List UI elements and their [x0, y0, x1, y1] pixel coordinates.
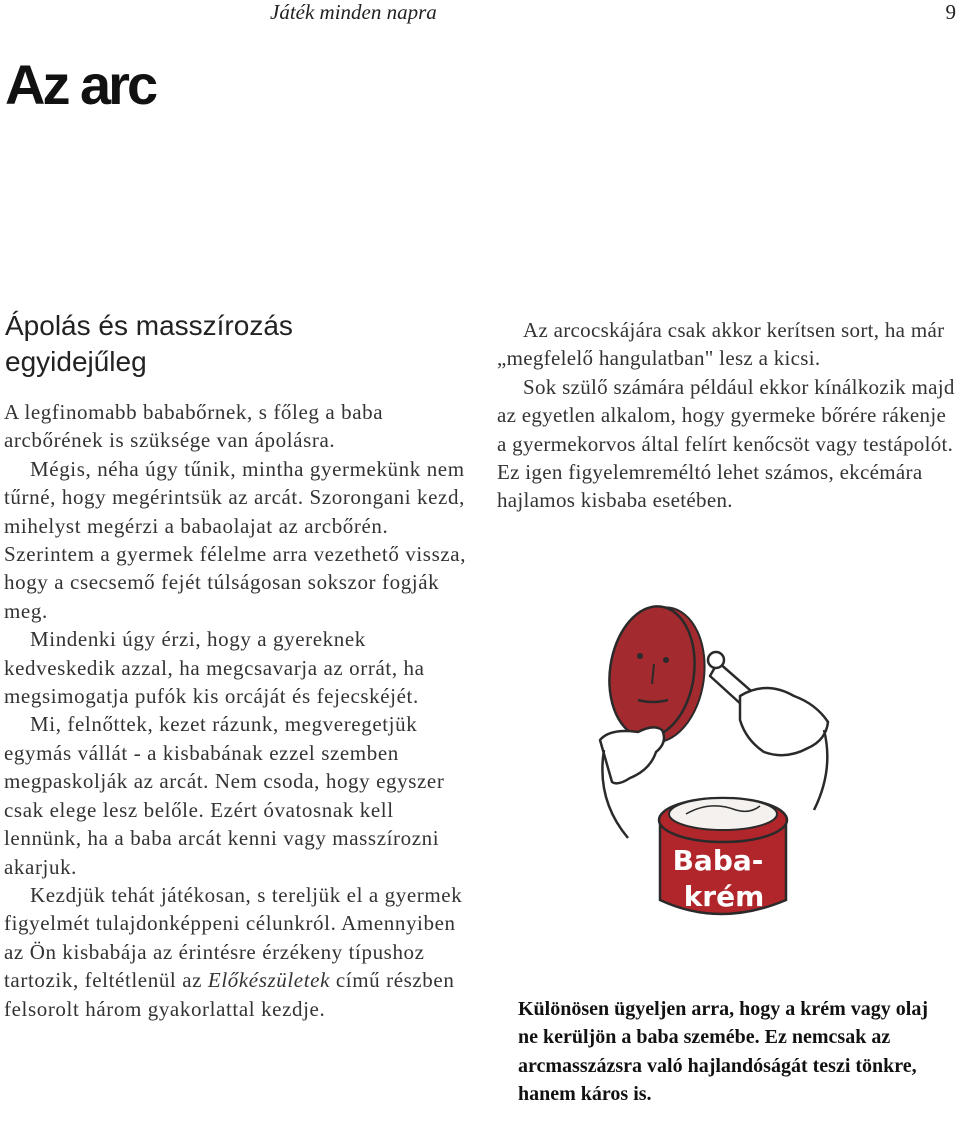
tube-cap	[708, 652, 724, 668]
paragraph-text: Kezdjük tehát játékosan, s tereljük el a gyermek figyelmét tulajdonképpeni célunkról. Amennyiben az Ön kisbabája az érintésre érzékeny típushoz tartozik, feltétlenül az	[4, 882, 463, 993]
left-text-column	[4, 398, 474, 1023]
paragraph: Mi, felnőttek, kezet rázunk, megveregetjük egymás vállát - a kisbabának ezzel szemben megpaskolják az arcát. Nem csoda, hogy egyszer csak elege lesz belőle. Ezért óvatosnak kell lennünk, ha a baba arcát kenni vagy masszírozni akarjuk.	[4, 712, 445, 879]
face-eye-right	[663, 657, 669, 663]
paragraph: Mindenki úgy érzi, hogy a gyereknek kedveskedik azzal, ha megcsavarja az orrát, ha megsimogatja pufók kis orcáját és fejecskéjét.	[4, 627, 425, 709]
running-title: Játék minden napra	[270, 0, 437, 24]
paragraph: Az arcocskájára csak akkor kerítsen sort, ha már „megfelelő hangulatban" lesz a kicsi.	[497, 318, 945, 371]
right-text-column	[497, 316, 957, 515]
paragraph: Sok szülő számára például ekkor kínálkozik majd az egyetlen alkalom, hogy gyermeke bőrére rákenje a gyermekorvos által felírt kenőcsöt vagy testápolót. Ez igen figyelemreméltó lehet számos, ekcémára hajlamos kisbaba esetében.	[497, 374, 955, 513]
baby-cream-illustration	[590, 600, 840, 930]
paragraph: A legfinomabb bababőrnek, s főleg a baba arcbőrének is szüksége van ápolásra.	[4, 400, 384, 453]
face-eye-left	[637, 653, 643, 659]
section-heading: Ápolás és masszírozás egyidejűleg	[5, 310, 293, 377]
paragraph	[4, 881, 474, 1023]
jar-label-line-2: krém	[683, 880, 765, 913]
jar-label-line-1: Baba-	[672, 844, 764, 877]
left-hand	[600, 727, 664, 783]
paragraph: Mégis, néha úgy tűnik, mintha gyermekünk nem tűrné, hogy megérintsük az arcát. Szorongani kezd, mihelyst megérzi a babaolajat az arcbőrén. Szerintem a gyermek félelme arra vezethető vissza, hogy a csecsemő fejét túlságosan sokszor fogják meg.	[4, 456, 467, 623]
chapter-title: Az arc	[5, 53, 156, 116]
cream-surface	[669, 798, 777, 830]
right-hand	[740, 688, 828, 755]
paragraph-text: című részben felsorolt három gyakorlattal kezdje.	[4, 968, 455, 1021]
page-number: 9	[945, 0, 956, 24]
warning-caption: Különösen ügyeljen arra, hogy a krém vagy olaj ne kerüljön a baba szemébe. Ez nemcsak az arcmasszázsra való hajlandóságát teszi tönkre, hanem káros is.	[518, 998, 928, 1106]
cross-reference-emphasis: Előkészületek	[207, 968, 331, 993]
